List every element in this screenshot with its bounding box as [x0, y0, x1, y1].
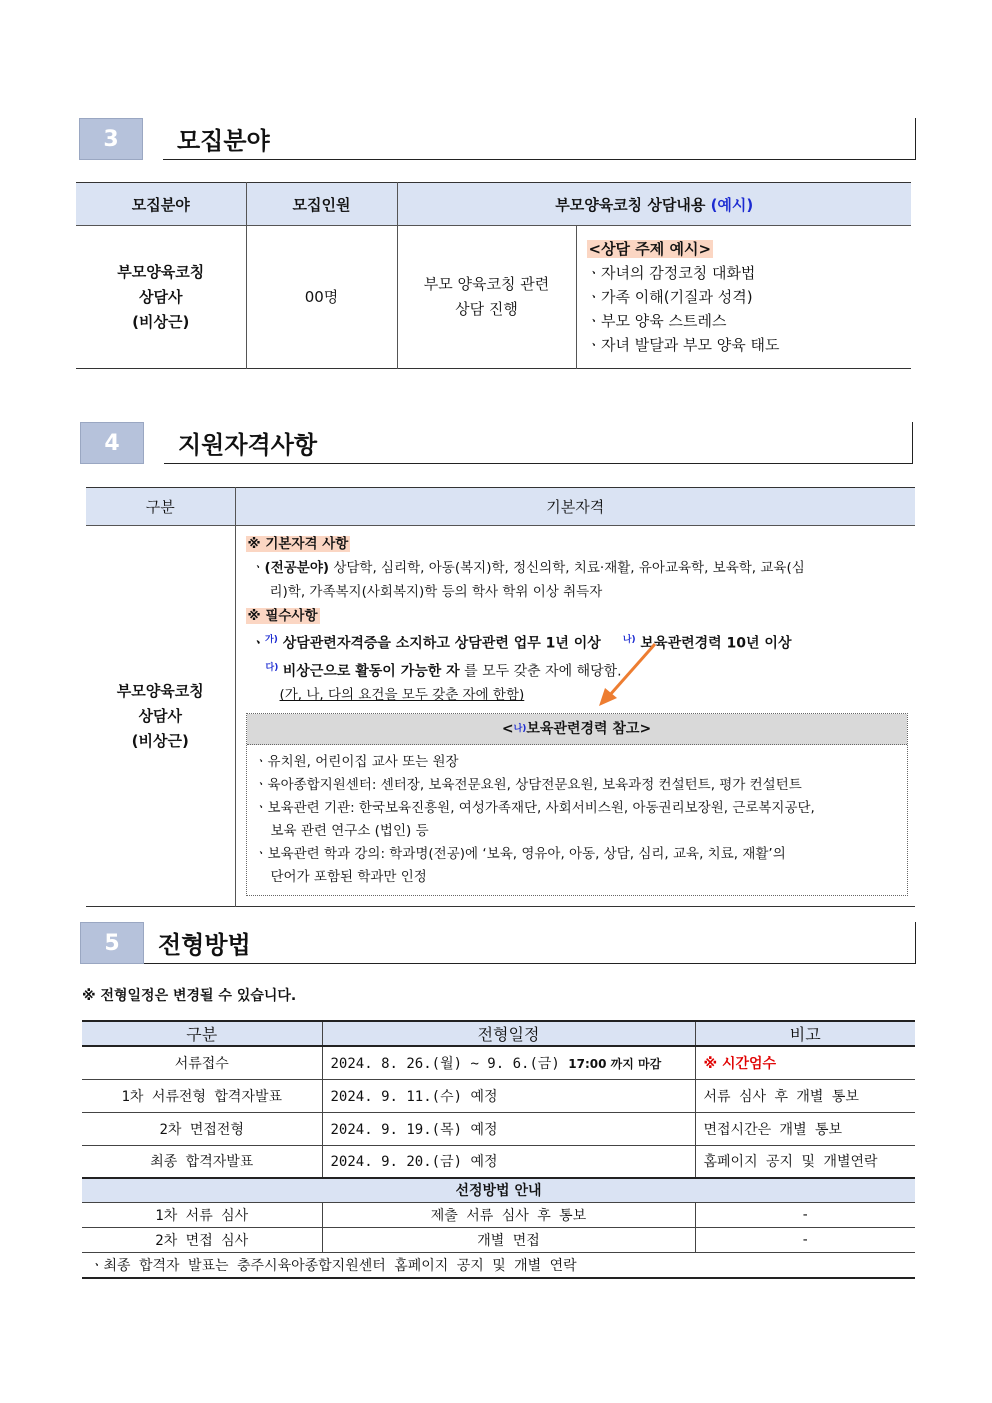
table-row: 2차 면접 심사 개별 면접 - — [82, 1227, 915, 1252]
selection-table — [82, 1020, 915, 1279]
field-cell: 부모양육코칭 상담사 (비상근) — [76, 226, 246, 369]
qualification-table — [86, 487, 915, 907]
content-cell: 부모 양육코칭 관련 상담 진행 — [397, 226, 576, 369]
header-schedule: 전형일정 — [322, 1021, 695, 1046]
list-item: 단어가 포함된 학과만 인정 — [270, 869, 427, 886]
arrow-icon — [595, 640, 665, 710]
section-title: 모집분야 — [163, 118, 916, 160]
section-title: 전형방법 — [144, 922, 916, 964]
section-5-header — [80, 922, 916, 964]
list-item: ㆍ유치원, 어린이집 교사 또는 원장 — [254, 754, 459, 771]
schedule-note: ※ 전형일정은 변경될 수 있습니다. — [82, 988, 297, 1004]
section-number-badge: 3 — [79, 118, 143, 160]
list-item: ㆍ육아종합지원센터: 센터장, 보육전문요원, 상담전문요원, 보육과정 컨설턴트, 평가 컨설턴트 — [254, 777, 802, 794]
header-category: 구분 — [86, 488, 235, 526]
recruitment-table — [76, 182, 911, 369]
footnote-row: ㆍ최종 합격자 발표는 충주시육아종합지원센터 홈페이지 공지 및 개별 연락 — [82, 1252, 915, 1278]
example-title: <상담 주제 예시> — [588, 240, 712, 258]
table-row: 1차 서류 심사 제출 서류 심사 후 통보 - — [82, 1202, 915, 1227]
section-3-header — [79, 118, 916, 160]
table-row: 2차 면접전형 2024. 9. 19.(목) 예정 면접시간은 개별 통보 — [82, 1112, 915, 1145]
section-number-badge: 5 — [80, 922, 144, 964]
required-title: ※ 필수사항 — [247, 608, 318, 624]
header-count: 모집인원 — [246, 183, 397, 226]
header-basic: 기본자격 — [235, 488, 915, 526]
example-cell — [576, 226, 911, 369]
basic-title: ※ 기본자격 사항 — [247, 536, 349, 552]
list-item: ㆍ가족 이해(기질과 성격) — [586, 288, 753, 306]
table-row: 최종 합격자발표 2024. 9. 20.(금) 예정 홈페이지 공지 및 개별연락 — [82, 1145, 915, 1178]
list-item: ㆍ자녀의 감정코칭 대화법 — [586, 264, 756, 282]
header-content: 부모양육코칭 상담내용 (예시) — [397, 183, 911, 226]
count-cell: 00명 — [246, 226, 397, 369]
header-note: 비고 — [695, 1021, 915, 1046]
reference-title: < 나) 보육관련경력 참고> — [247, 714, 907, 745]
field-cell: 부모양육코칭 상담사 (비상근) — [86, 526, 235, 907]
list-item: ㆍ보육관련 학과 강의: 학과명(전공)에 ‘보육, 영유아, 아동, 상담, 심리, 교육, 치료, 재활’의 — [254, 846, 786, 863]
section-number-badge: 4 — [80, 422, 144, 464]
section-4-header — [80, 422, 913, 464]
table-row: 서류접수 2024. 8. 26.(월) ~ 9. 6.(금) 17:00 까지 마감 ※ 시간엄수 — [82, 1046, 915, 1079]
list-item: ㆍ부모 양육 스트레스 — [586, 312, 727, 330]
header-step: 구분 — [82, 1021, 322, 1046]
guide-row: 선정방법 안내 — [82, 1178, 915, 1202]
reference-box — [246, 713, 908, 896]
list-item: ㆍ자녀 발달과 부모 양육 태도 — [586, 336, 780, 354]
list-item: 보육 관련 연구소 (법인) 등 — [270, 823, 429, 840]
table-row: 1차 서류전형 합격자발표 2024. 9. 11.(수) 예정 서류 심사 후 개별 통보 — [82, 1079, 915, 1112]
requirement-note: (가, 나, 다의 요건을 모두 갖춘 자에 한함) — [279, 687, 525, 704]
section-title: 지원자격사항 — [164, 422, 913, 464]
header-field: 모집분야 — [76, 183, 246, 226]
list-item: ㆍ보육관련 기관: 한국보육진흥원, 여성가족재단, 사회서비스원, 아동권리보장원, 근로복지공단, — [254, 800, 815, 817]
qualification-cell: ※ 기본자격 사항 ㆍ(전공분야) 상담학, 심리학, 아동(복지)학, 정신의학, 치료·재활, 유아교육학, 보육학, 교육(심 리)학, 가족복지(사회복지)학 등의 학사 학위 이상 취득자 ※ 필수사항 ㆍ$^{가)}$ 상담관련자격증을 소지하고 상담관련 업무 1년 이상 $^{나)}$ 보육관련경력 10년 이상 $^{다)}$ 비상근으로 활동이 가능한 자 를 모두 갖춘 자에 해당함. (가, 나, 다의 요건을 모두 갖춘 자에 한함) < 나) 보육관련경력 참고> ㆍ유치원, 어린이집 교사 또는 원장 ㆍ육아종합지원센터: 센터장, 보육전문요원, 상담전문요원, 보육과정 컨설턴트, 평가 컨설턴트 ㆍ보육관련 기관: 한국보육진흥원, 여성가족재단, 사회서비스원, 아동권리보장원, 근로복지공단, 보육 관련 연구소 (법인) 등 ㆍ보육관련 학과 강의: 학과명(전공)에 ‘보육, 영유아, 아동, 상담, 심리, 교육, 치료, 재활’의 단어가 포함된 학과만 인정 — [235, 526, 915, 907]
